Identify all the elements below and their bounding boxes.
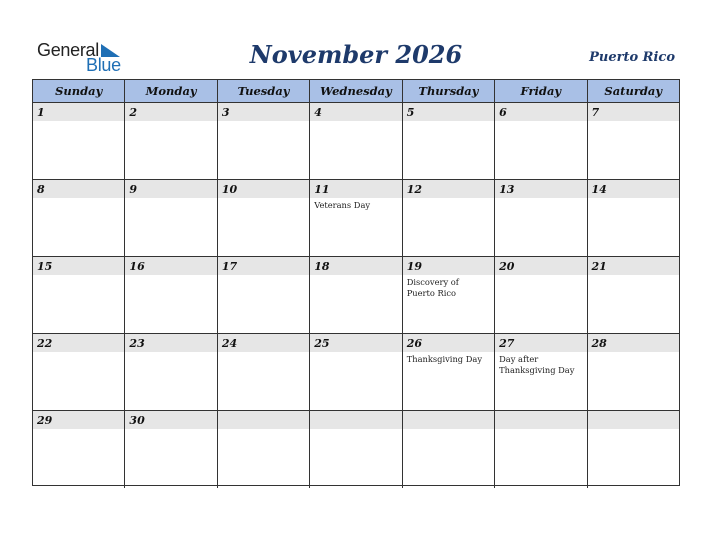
day-number: 25 [314,337,330,350]
day-cell [218,257,310,333]
day-cell [495,257,587,333]
day-number: 7 [591,106,600,119]
day-cell [218,334,310,410]
day-number: 19 [406,260,422,273]
day-cell [310,103,402,179]
weeks-container [33,103,679,488]
day-number: 13 [499,183,515,196]
generalblue-logo [37,40,137,74]
day-number: 10 [221,183,238,196]
day-cell [403,257,495,333]
day-number: 3 [221,106,230,119]
week-row [33,103,679,180]
day-number-band [310,103,401,121]
day-number: 1 [37,106,45,119]
holiday-label: Discovery of Puerto Rico [406,277,459,298]
day-cell [125,257,217,333]
day-cell [218,103,310,179]
logo-word-blue: Blue [86,55,121,75]
day-number-band [125,103,216,121]
holiday-label: Veterans Day [314,200,371,210]
day-number-band [588,103,679,121]
day-cell [495,334,587,410]
day-number: 23 [129,337,145,350]
day-cell [218,180,310,256]
day-cell [310,257,402,333]
day-cell [588,180,679,256]
week-row [33,334,679,411]
weekday-header: Wednesday [310,80,402,102]
day-cell [588,257,679,333]
week-row [33,411,679,488]
day-number: 29 [37,414,53,427]
day-number: 18 [314,260,330,273]
day-number: 6 [499,106,507,119]
day-number: 22 [37,337,53,350]
day-number-band [218,103,309,121]
day-cell [33,180,125,256]
weekday-header: Saturday [604,84,663,98]
day-number: 8 [37,183,45,196]
day-cell [33,103,125,179]
day-cell [218,411,310,488]
day-number: 14 [591,183,607,196]
day-cell [403,103,495,179]
weekday-header: Thursday [403,80,495,102]
day-number: 26 [406,337,422,350]
weekday-header-row [33,80,679,103]
day-cell [495,103,587,179]
day-number: 5 [406,106,415,119]
calendar-title: November 2026 [249,40,463,69]
day-number: 15 [37,260,53,273]
day-number: 21 [591,260,607,273]
day-cell [403,411,495,488]
day-cell [588,103,679,179]
day-number-band [125,180,216,198]
day-number: 4 [314,106,322,119]
holiday-label: Thanksgiving Day [406,354,483,364]
day-number-band [33,180,124,198]
day-cell [403,334,495,410]
weekday-header: Sunday [33,80,125,102]
day-number: 9 [129,183,138,196]
day-number: 11 [314,183,330,196]
day-cell [495,180,587,256]
day-cell [33,334,125,410]
day-number: 30 [129,414,145,427]
region-label: Puerto Rico [589,50,675,65]
day-number: 24 [221,337,238,350]
weekday-header: Tuesday [218,80,310,102]
day-cell [495,411,587,488]
calendar-grid [32,79,680,486]
day-cell [125,103,217,179]
day-number-band [495,103,586,121]
day-number: 28 [591,337,607,350]
day-cell [588,411,679,488]
day-number-band [403,103,494,121]
day-cell [403,180,495,256]
day-cell [310,411,402,488]
day-number: 20 [499,260,515,273]
day-number-band [33,103,124,121]
day-number-band [218,411,309,429]
week-row [33,257,679,334]
logo-word-general: General [37,40,99,60]
week-row [33,180,679,257]
day-number: 27 [499,337,515,350]
weekday-header: Friday [495,80,587,102]
weekday-header: Monday [125,80,217,102]
day-number-band [310,411,401,429]
day-number-band [403,411,494,429]
day-cell [125,411,217,488]
day-number: 2 [129,106,138,119]
day-number: 12 [406,183,422,196]
day-number: 17 [221,260,238,273]
day-number-band [588,411,679,429]
day-number: 16 [129,260,145,273]
day-cell [125,334,217,410]
day-cell [125,180,217,256]
day-cell [33,411,125,488]
day-number-band [495,411,586,429]
day-cell [588,334,679,410]
holiday-label: Day after Thanksgiving Day [499,354,575,375]
day-cell [310,180,402,256]
day-cell [310,334,402,410]
day-cell [33,257,125,333]
